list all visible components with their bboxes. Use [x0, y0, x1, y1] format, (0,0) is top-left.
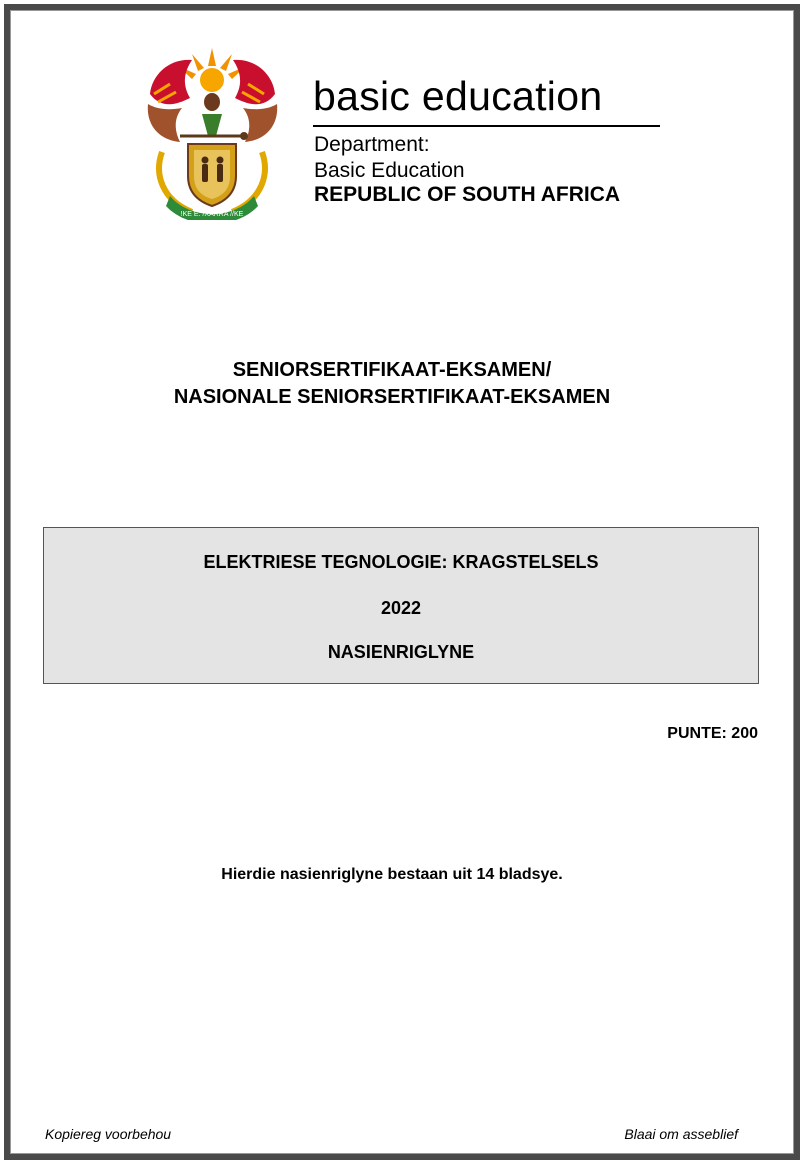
brand-divider — [313, 125, 660, 127]
subject-title: ELEKTRIESE TEGNOLOGIE: KRAGSTELSELS — [203, 552, 599, 572]
brand-name: basic education — [313, 73, 603, 119]
exam-title-line1: SENIORSERTIFIKAAT-EKSAMEN/ — [232, 359, 552, 381]
document-type: NASIENRIGLYNE — [327, 642, 475, 662]
footer-copyright: Kopiereg voorbehou — [45, 1126, 172, 1142]
subject-box — [43, 527, 759, 684]
exam-titles — [0, 357, 784, 411]
exam-year: 2022 — [380, 598, 422, 618]
crest-motto: !KE E: /XARRA //KE — [180, 211, 244, 218]
page-count-note: Hierdie nasienriglyne bestaan uit 14 bladsye. — [221, 866, 563, 883]
country-name: REPUBLIC OF SOUTH AFRICA — [314, 183, 621, 206]
exam-title-line2: NASIONALE SENIORSERTIFIKAAT-EKSAMEN — [173, 386, 611, 408]
total-marks: PUNTE: 200 — [667, 725, 758, 742]
department-name: Basic Education — [314, 159, 465, 182]
department-label: Department: — [314, 133, 430, 156]
coat-of-arms-logo — [140, 44, 285, 220]
footer-turn-page: Blaai om asseblief — [624, 1126, 738, 1142]
